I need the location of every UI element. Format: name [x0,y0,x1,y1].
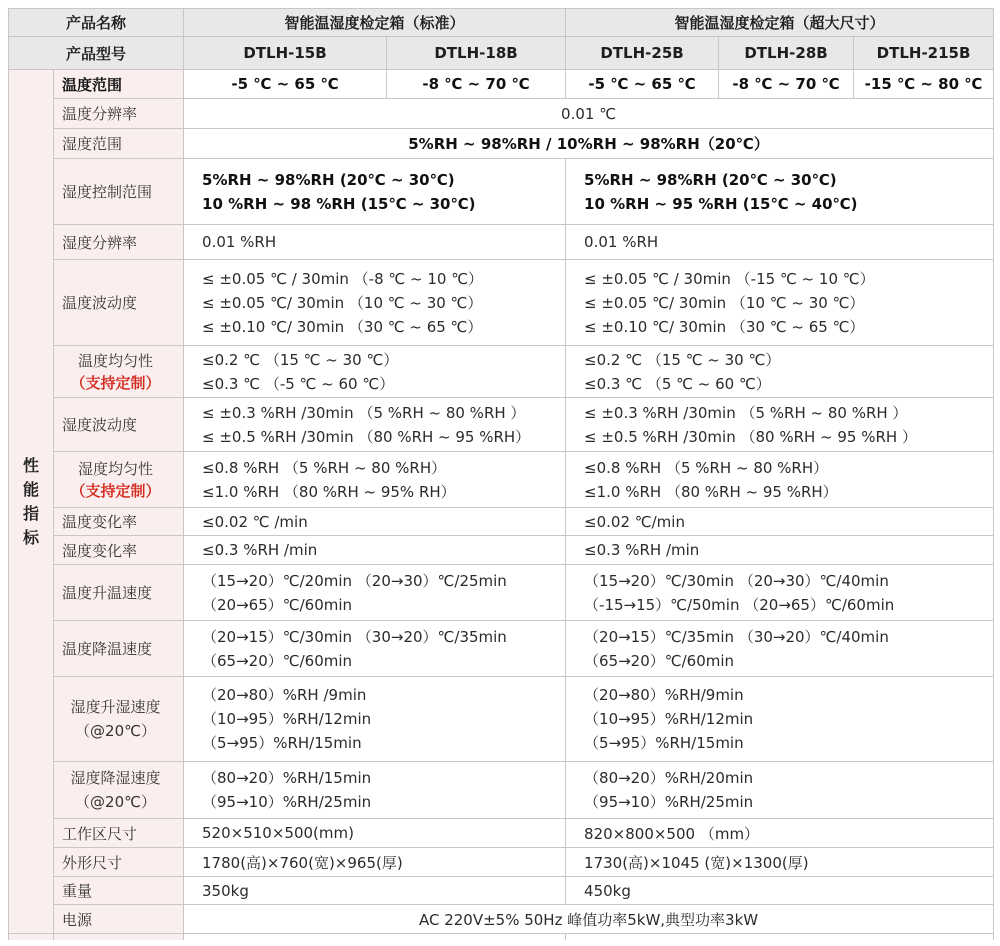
cell-value [566,398,994,452]
cell-value [566,677,994,762]
value-line: （80→20）%RH/20min [584,769,754,787]
cell-value: ≤0.02 ℃ /min [184,508,566,536]
row-label: 湿度分辨率 [54,225,184,260]
row-label: 温度波动度 [54,260,184,346]
cell-value: 5%RH ~ 98%RH / 10%RH ~ 98%RH（20℃） [184,129,994,159]
value-line: ≤ ±0.05 ℃/ 30min （10 ℃ ~ 30 ℃） [584,293,865,312]
cut-cell [566,934,994,941]
cell-value [566,762,994,819]
cell-value: -5 ℃ ~ 65 ℃ [566,70,719,99]
cell-value [184,565,566,621]
row-label: 温度降温速度 [54,621,184,677]
cut-cell [54,934,184,941]
value-line: ≤ ±0.05 ℃/ 30min （10 ℃ ~ 30 ℃） [202,293,483,312]
value-line: ≤0.2 ℃ （15 ℃ ~ 30 ℃） [202,350,399,369]
row-humidity-fluctuation [9,398,994,452]
row-label [54,762,184,819]
section-char: 性 [22,455,39,475]
cell-value [184,762,566,819]
row-cooling-rate [9,621,994,677]
row-work-area [9,819,994,848]
value-line: （95→10）%RH/25min [202,793,372,811]
cell-value [184,159,566,225]
row-dehumidify-rate [9,762,994,819]
section-char: 指 [22,503,39,523]
cell-value [184,260,566,346]
cell-value: -8 ℃ ~ 70 ℃ [719,70,854,99]
row-label: 湿度范围 [54,129,184,159]
header-row-model [9,37,994,70]
value-line: 10 %RH ~ 95 %RH (15℃ ~ 40℃) [584,194,858,213]
row-label: 湿度控制范围 [54,159,184,225]
row-humidity-range [9,129,994,159]
cell-value [566,565,994,621]
cell-value: 1780(高)×760(宽)×965(厚) [184,848,566,877]
value-line: ≤ ±0.3 %RH /30min （5 %RH ~ 80 %RH ） [202,403,526,422]
row-label [54,346,184,398]
value-line: （95→10）%RH/25min [584,793,754,811]
value-line: ≤1.0 %RH （80 %RH ~ 95 %RH） [584,482,838,501]
section-label [9,70,54,934]
value-line: （20→80）%RH/9min [584,686,744,704]
value-line: ≤ ±0.5 %RH /30min （80 %RH ~ 95 %RH） [202,427,531,446]
row-temp-uniformity [9,346,994,398]
value-line: ≤ ±0.10 ℃/ 30min （30 ℃ ~ 65 ℃） [202,317,483,336]
model-name: DTLH-215B [854,37,994,70]
value-line: ≤0.2 ℃ （15 ℃ ~ 30 ℃） [584,350,781,369]
cell-value: 520×510×500(mm) [184,819,566,848]
cell-value [566,260,994,346]
cell-value: ≤0.02 ℃/min [566,508,994,536]
cell-value: -15 ℃ ~ 80 ℃ [854,70,994,99]
cell-value: 0.01 %RH [184,225,566,260]
cell-value: 820×800×500 （mm） [566,819,994,848]
value-line: （5→95）%RH/15min [202,734,362,752]
value-line: （15→20）℃/20min （20→30）℃/25min [202,571,507,590]
cell-value: 450kg [566,877,994,905]
large-group-title: 智能温湿度检定箱（超大尺寸） [566,9,994,37]
row-heating-rate [9,565,994,621]
row-weight [9,877,994,905]
value-line: ≤0.8 %RH （5 %RH ~ 80 %RH） [584,458,829,477]
cell-value: AC 220V±5% 50Hz 峰值功率5kW,典型功率3kW [184,905,994,934]
value-line: 10 %RH ~ 98 %RH (15℃ ~ 30℃) [202,194,476,213]
value-line: （10→95）%RH/12min [584,710,754,728]
value-line: （10→95）%RH/12min [202,710,372,728]
standard-group-title: 智能温湿度检定箱（标准） [184,9,566,37]
value-line: ≤ ±0.05 ℃ / 30min （-15 ℃ ~ 10 ℃） [584,269,875,288]
row-humidity-change-rate [9,536,994,565]
value-line: ≤ ±0.5 %RH /30min （80 %RH ~ 95 %RH ） [584,427,917,446]
cell-value [184,346,566,398]
cell-value [566,452,994,508]
row-label: 温度范围 [54,70,184,99]
spec-table [8,8,994,940]
customizable-note: （支持定制） [70,373,161,392]
row-temp-change-rate [9,508,994,536]
value-line: （-15→15）℃/50min （20→65）℃/60min [584,595,895,614]
value-line: ≤ ±0.10 ℃/ 30min （30 ℃ ~ 65 ℃） [584,317,865,336]
value-line: ≤ ±0.05 ℃ / 30min （-8 ℃ ~ 10 ℃） [202,269,484,288]
cell-value [566,346,994,398]
row-label: 工作区尺寸 [54,819,184,848]
cut-cell [184,934,566,941]
row-label-sub: （@20℃） [75,793,156,811]
value-line: 5%RH ~ 98%RH (20℃ ~ 30℃) [202,170,455,189]
row-humidity-resolution [9,225,994,260]
row-temp-fluctuation [9,260,994,346]
row-label: 湿度波动度 [54,398,184,452]
row-humidity-control [9,159,994,225]
cell-value [566,159,994,225]
row-temp-resolution [9,99,994,129]
row-humidity-uniformity [9,452,994,508]
cell-value: 1730(高)×1045 (宽)×1300(厚) [566,848,994,877]
cell-value: ≤0.3 %RH /min [184,536,566,565]
value-line: ≤ ±0.3 %RH /30min （5 %RH ~ 80 %RH ） [584,403,908,422]
row-label: 电源 [54,905,184,934]
cell-value [184,398,566,452]
value-line: ≤0.3 ℃ （5 ℃ ~ 60 ℃） [584,374,771,393]
value-line: （65→20）℃/60min [202,651,353,670]
row-humidify-rate [9,677,994,762]
cell-value: -8 ℃ ~ 70 ℃ [387,70,566,99]
cell-value: ≤0.3 %RH /min [566,536,994,565]
value-line: （65→20）℃/60min [584,651,735,670]
cell-value [184,452,566,508]
row-label-text: 湿度降湿速度 [70,769,161,787]
value-line: （5→95）%RH/15min [584,734,744,752]
cell-value: 350kg [184,877,566,905]
value-line: ≤0.8 %RH （5 %RH ~ 80 %RH） [202,458,447,477]
cut-cell [9,934,54,941]
customizable-note: （支持定制） [70,481,161,500]
row-label: 温度变化率 [54,508,184,536]
row-outer-size [9,848,994,877]
model-name: DTLH-25B [566,37,719,70]
cell-value: -5 ℃ ~ 65 ℃ [184,70,387,99]
cell-value: 0.01 %RH [566,225,994,260]
value-line: （20→80）%RH /9min [202,686,367,704]
row-label: 温度升温速度 [54,565,184,621]
value-line: 5%RH ~ 98%RH (20℃ ~ 30℃) [584,170,837,189]
value-line: （20→15）℃/30min （30→20）℃/35min [202,627,507,646]
row-label-text: 温度均匀性 [78,351,154,370]
model-name: DTLH-18B [387,37,566,70]
row-label [54,677,184,762]
row-power [9,905,994,934]
value-line: ≤0.3 ℃ （-5 ℃ ~ 60 ℃） [202,374,395,393]
row-label-sub: （@20℃） [75,722,156,740]
row-label: 重量 [54,877,184,905]
section-char: 标 [22,527,39,547]
row-label: 温度分辨率 [54,99,184,129]
section-char: 能 [22,479,39,499]
row-temp-range [9,70,994,99]
value-line: （20→15）℃/35min （30→20）℃/40min [584,627,889,646]
model-label: 产品型号 [9,37,184,70]
cell-value [184,621,566,677]
cell-value [566,621,994,677]
row-cut-off [9,934,994,941]
row-label-text: 湿度均匀性 [78,459,154,478]
model-name: DTLH-28B [719,37,854,70]
product-name-label: 产品名称 [9,9,184,37]
value-line: ≤1.0 %RH （80 %RH ~ 95% RH） [202,482,456,501]
header-row-product-name [9,9,994,37]
row-label: 外形尺寸 [54,848,184,877]
value-line: （20→65）℃/60min [202,595,353,614]
row-label: 湿度变化率 [54,536,184,565]
row-label-text: 湿度升湿速度 [70,698,161,716]
value-line: （15→20）℃/30min （20→30）℃/40min [584,571,889,590]
model-name: DTLH-15B [184,37,387,70]
row-label [54,452,184,508]
value-line: （80→20）%RH/15min [202,769,372,787]
cell-value: 0.01 ℃ [184,99,994,129]
cell-value [184,677,566,762]
